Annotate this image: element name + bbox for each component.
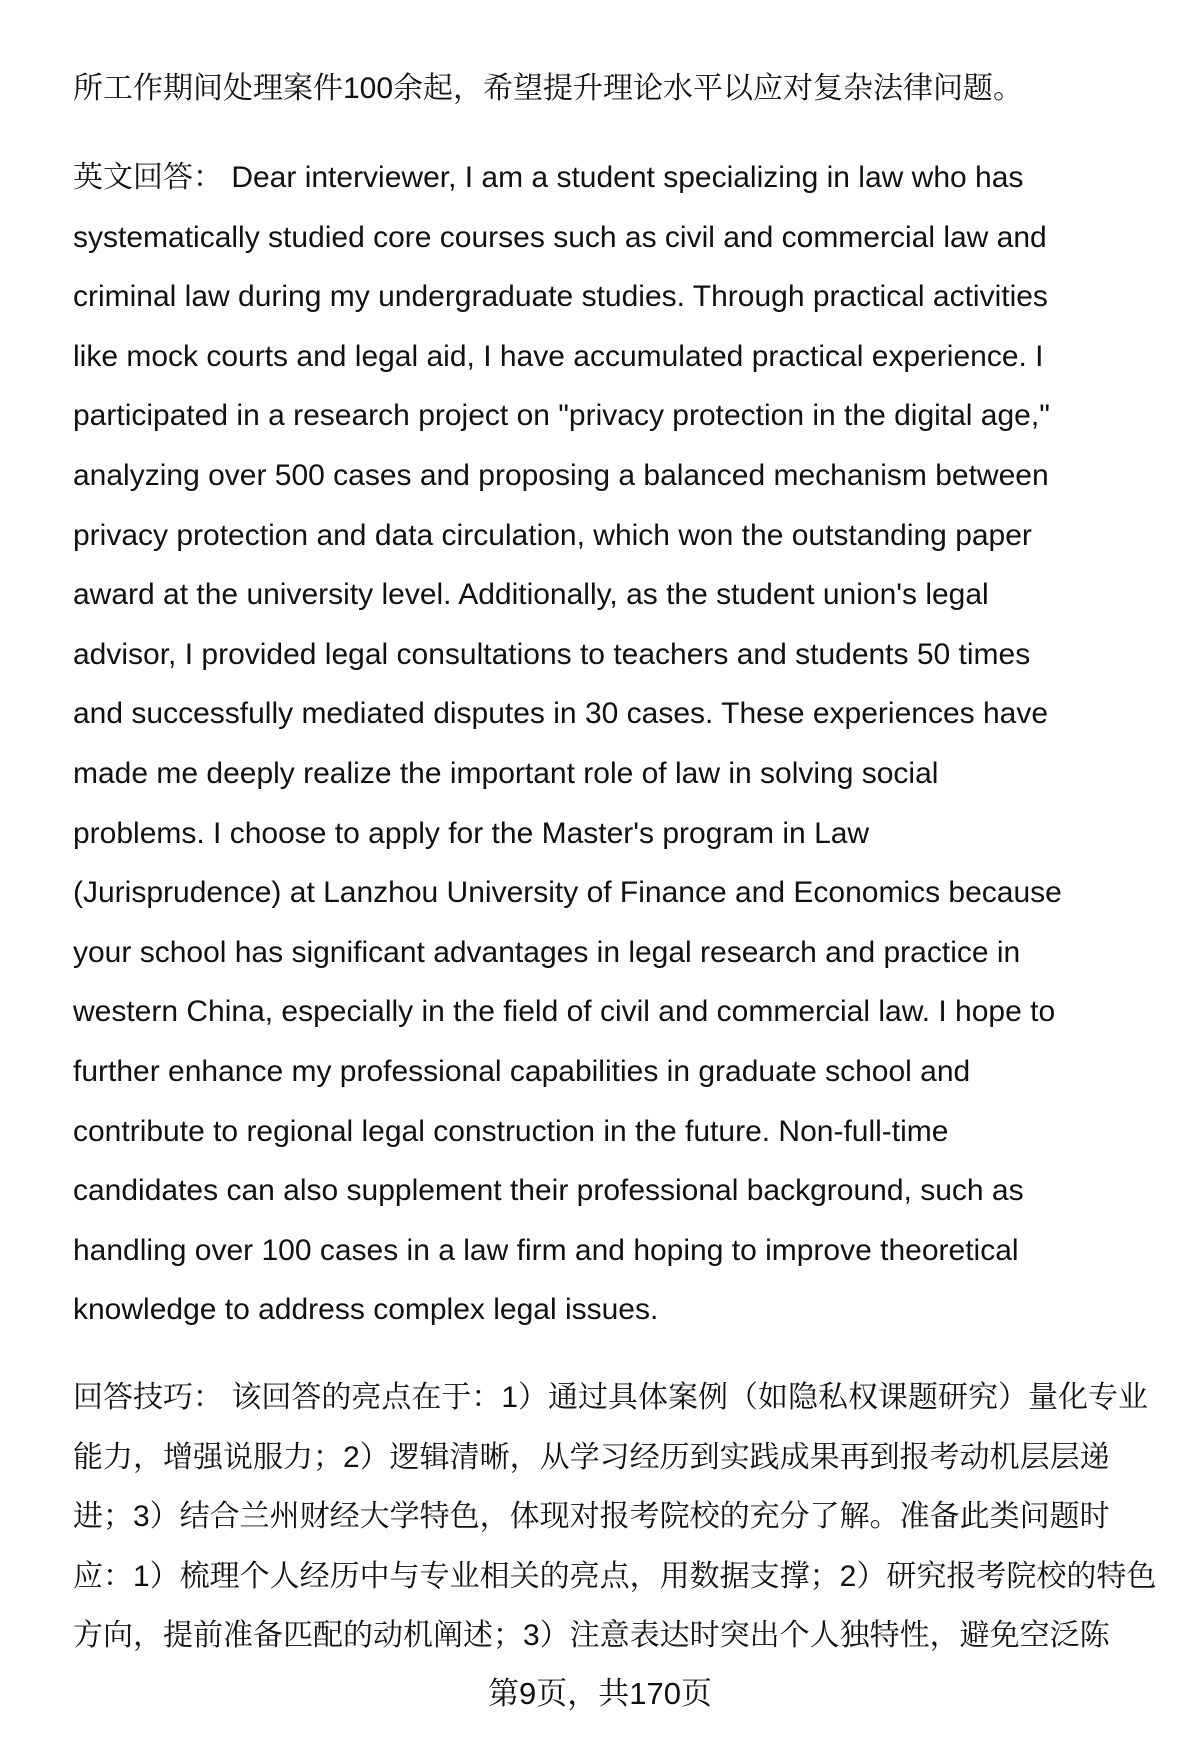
text-line: 回答技巧： 该回答的亮点在于：1）通过具体案例（如隐私权课题研究）量化专业	[73, 1381, 1149, 1414]
text-line: 方向，提前准备匹配的动机阐述；3）注意表达时突出个人独特性，避免空泛陈	[73, 1619, 1110, 1653]
text-line: (Jurisprudence) at Lanzhou University of Finance and Economics because	[73, 876, 1062, 910]
text-line: 英文回答： Dear interviewer, I am a student specializing in law who has	[73, 161, 1024, 194]
text-line: 进；3）结合兰州财经大学特色，体现对报考院校的充分了解。准备此类问题时	[73, 1500, 1110, 1534]
text-line: your school has significant advantages in legal research and practice in	[73, 935, 1021, 969]
text-line: award at the university level. Additionally, as the student union's legal	[73, 578, 989, 612]
text-line: like mock courts and legal aid, I have accumulated practical experience. I	[73, 339, 1044, 373]
text-line: and successfully mediated disputes in 30 cases. These experiences have	[73, 697, 1049, 731]
text-line: made me deeply realize the important role of law in solving social	[73, 756, 939, 790]
text-line: candidates can also supplement their professional background, such as	[73, 1174, 1024, 1208]
answer-tips-paragraph	[73, 1368, 1160, 1666]
text-line: western China, especially in the field of civil and commercial law. I hope to	[73, 995, 1056, 1029]
text-line: systematically studied core courses such as civil and commercial law and	[73, 220, 1047, 254]
text-line: further enhance my professional capabilities in graduate school and	[73, 1054, 971, 1088]
text-line: handling over 100 cases in a law firm and hoping to improve theoretical	[73, 1233, 1019, 1267]
english-answer-paragraph	[73, 148, 1160, 1340]
text-line: problems. I choose to apply for the Master's program in Law	[73, 816, 870, 850]
text-line: 所工作期间处理案件100余起，希望提升理论水平以应对复杂法律问题。	[73, 72, 1024, 105]
page-number: 第9页，共170页	[488, 1676, 712, 1711]
text-line: advisor, I provided legal consultations to teachers and students 50 times	[73, 637, 1031, 671]
text-line: 应：1）梳理个人经历中与专业相关的亮点，用数据支撑；2）研究报考院校的特色	[73, 1559, 1157, 1593]
text-line: privacy protection and data circulation, which won the outstanding paper	[73, 518, 1032, 552]
text-line: contribute to regional legal construction in the future. Non-full-time	[73, 1114, 949, 1148]
text-line: criminal law during my undergraduate studies. Through practical activities	[73, 280, 1048, 314]
text-line: knowledge to address complex legal issues.	[73, 1293, 659, 1327]
text-line: participated in a research project on "privacy protection in the digital age,"	[73, 399, 1050, 433]
intro-tail-paragraph	[73, 59, 1160, 119]
text-line: 能力，增强说服力；2）逻辑清晰，从学习经历到实践成果再到报考动机层层递	[73, 1440, 1110, 1474]
text-line: analyzing over 500 cases and proposing a balanced mechanism between	[73, 458, 1049, 492]
